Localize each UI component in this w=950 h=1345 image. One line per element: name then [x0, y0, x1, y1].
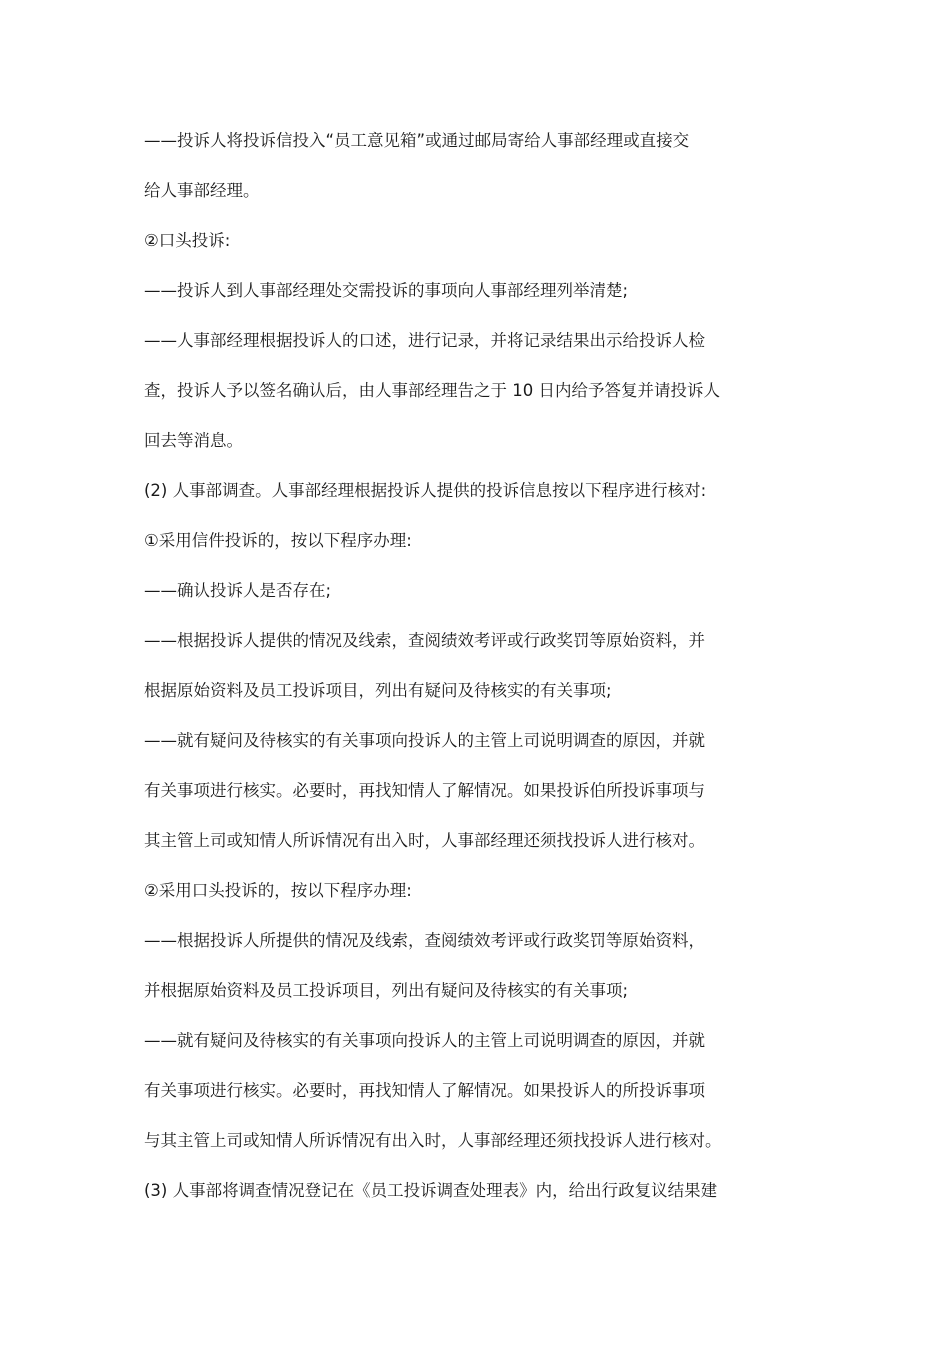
text-line: 并根据原始资料及员工投诉项目，列出有疑问及待核实的有关事项;	[144, 981, 629, 1000]
text-line: ——确认投诉人是否存在;	[144, 581, 332, 600]
text-line: ——根据投诉人提供的情况及线索，查阅绩效考评或行政奖罚等原始资料，并	[144, 631, 705, 650]
text-line: ②采用口头投诉的，按以下程序办理:	[144, 881, 412, 900]
text-line: (3) 人事部将调查情况登记在《员工投诉调查处理表》内，给出行政复议结果建	[144, 1181, 718, 1200]
text-line: 查，投诉人予以签名确认后，由人事部经理告之于 10 日内给予答复并请投诉人	[144, 381, 720, 400]
text-line: ——根据投诉人所提供的情况及线索，查阅绩效考评或行政奖罚等原始资料，	[144, 931, 705, 950]
text-line: 其主管上司或知情人所诉情况有出入时，人事部经理还须找投诉人进行核对。	[144, 831, 705, 850]
text-line: 根据原始资料及员工投诉项目，列出有疑问及待核实的有关事项;	[144, 681, 612, 700]
text-line: ①采用信件投诉的，按以下程序办理:	[144, 531, 412, 550]
text-line: ——投诉人将投诉信投入“员工意见箱”或通过邮局寄给人事部经理或直接交	[144, 131, 690, 150]
text-line: ——投诉人到人事部经理处交需投诉的事项向人事部经理列举清楚;	[144, 281, 629, 300]
text-line: 与其主管上司或知情人所诉情况有出入时，人事部经理还须找投诉人进行核对。	[144, 1131, 722, 1150]
text-line: ——人事部经理根据投诉人的口述，进行记录，并将记录结果出示给投诉人检	[144, 331, 705, 350]
text-line: (2) 人事部调查。人事部经理根据投诉人提供的投诉信息按以下程序进行核对:	[144, 481, 707, 500]
text-line: ②口头投诉:	[144, 231, 231, 250]
text-line: 回去等消息。	[144, 431, 243, 450]
text-line: ——就有疑问及待核实的有关事项向投诉人的主管上司说明调查的原因，并就	[144, 731, 705, 750]
text-line: 有关事项进行核实。必要时，再找知情人了解情况。如果投诉伯所投诉事项与	[144, 781, 705, 800]
text-line: 给人事部经理。	[144, 181, 260, 200]
text-line: ——就有疑问及待核实的有关事项向投诉人的主管上司说明调查的原因，并就	[144, 1031, 705, 1050]
text-line: 有关事项进行核实。必要时，再找知情人了解情况。如果投诉人的所投诉事项	[144, 1081, 705, 1100]
